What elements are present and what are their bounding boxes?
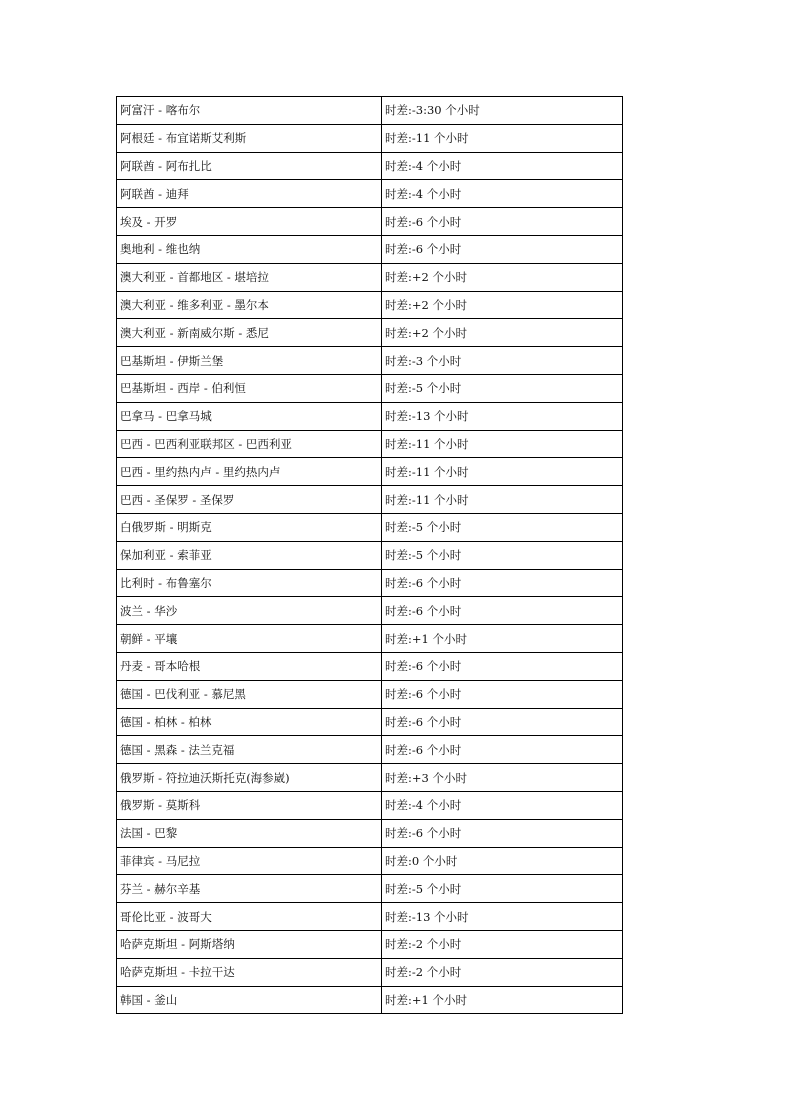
location-cell: 芬兰 - 赫尔辛基 — [117, 875, 382, 903]
time-difference-cell: 时差:-11 个小时 — [382, 458, 623, 486]
time-difference-cell: 时差:-11 个小时 — [382, 124, 623, 152]
location-cell: 白俄罗斯 - 明斯克 — [117, 513, 382, 541]
table-row — [117, 180, 623, 208]
table-row — [117, 291, 623, 319]
time-difference-cell: 时差:-5 个小时 — [382, 875, 623, 903]
table-row — [117, 680, 623, 708]
table-row — [117, 235, 623, 263]
location-cell: 德国 - 巴伐利亚 - 慕尼黑 — [117, 680, 382, 708]
table-row — [117, 847, 623, 875]
table-row — [117, 97, 623, 125]
time-difference-cell: 时差:-6 个小时 — [382, 235, 623, 263]
table-row — [117, 930, 623, 958]
table-row — [117, 986, 623, 1014]
time-difference-cell: 时差:+2 个小时 — [382, 263, 623, 291]
time-difference-cell: 时差:-4 个小时 — [382, 180, 623, 208]
time-difference-cell: 时差:+3 个小时 — [382, 764, 623, 792]
location-cell: 俄罗斯 - 符拉迪沃斯托克(海参崴) — [117, 764, 382, 792]
table-row — [117, 486, 623, 514]
table-row — [117, 347, 623, 375]
location-cell: 保加利亚 - 索菲亚 — [117, 541, 382, 569]
time-difference-cell: 时差:-6 个小时 — [382, 819, 623, 847]
table-row — [117, 652, 623, 680]
table-row — [117, 708, 623, 736]
location-cell: 哈萨克斯坦 - 阿斯塔纳 — [117, 930, 382, 958]
location-cell: 哥伦比亚 - 波哥大 — [117, 903, 382, 931]
table-row — [117, 208, 623, 236]
time-difference-cell: 时差:-5 个小时 — [382, 513, 623, 541]
time-difference-cell: 时差:-3:30 个小时 — [382, 97, 623, 125]
table-row — [117, 263, 623, 291]
time-difference-cell: 时差:-3 个小时 — [382, 347, 623, 375]
location-cell: 德国 - 黑森 - 法兰克福 — [117, 736, 382, 764]
table-row — [117, 513, 623, 541]
table-row — [117, 569, 623, 597]
location-cell: 巴拿马 - 巴拿马城 — [117, 402, 382, 430]
location-cell: 哈萨克斯坦 - 卡拉干达 — [117, 958, 382, 986]
location-cell: 丹麦 - 哥本哈根 — [117, 652, 382, 680]
table-row — [117, 903, 623, 931]
location-cell: 澳大利亚 - 维多利亚 - 墨尔本 — [117, 291, 382, 319]
location-cell: 朝鲜 - 平壤 — [117, 625, 382, 653]
location-cell: 法国 - 巴黎 — [117, 819, 382, 847]
timezone-table — [116, 96, 623, 1014]
table-row — [117, 764, 623, 792]
location-cell: 澳大利亚 - 首都地区 - 堪培拉 — [117, 263, 382, 291]
location-cell: 阿联酋 - 阿布扎比 — [117, 152, 382, 180]
time-difference-cell: 时差:-4 个小时 — [382, 791, 623, 819]
time-difference-cell: 时差:+1 个小时 — [382, 986, 623, 1014]
location-cell: 巴西 - 里约热内卢 - 里约热内卢 — [117, 458, 382, 486]
timezone-table-body — [117, 97, 623, 1014]
table-row — [117, 152, 623, 180]
location-cell: 阿富汗 - 喀布尔 — [117, 97, 382, 125]
time-difference-cell: 时差:+2 个小时 — [382, 291, 623, 319]
time-difference-cell: 时差:-5 个小时 — [382, 374, 623, 402]
location-cell: 奥地利 - 维也纳 — [117, 235, 382, 263]
time-difference-cell: 时差:-13 个小时 — [382, 903, 623, 931]
location-cell: 阿根廷 - 布宜诺斯艾利斯 — [117, 124, 382, 152]
time-difference-cell: 时差:-4 个小时 — [382, 152, 623, 180]
table-row — [117, 541, 623, 569]
table-row — [117, 374, 623, 402]
time-difference-cell: 时差:0 个小时 — [382, 847, 623, 875]
table-row — [117, 319, 623, 347]
location-cell: 波兰 - 华沙 — [117, 597, 382, 625]
table-row — [117, 124, 623, 152]
time-difference-cell: 时差:-2 个小时 — [382, 958, 623, 986]
location-cell: 澳大利亚 - 新南威尔斯 - 悉尼 — [117, 319, 382, 347]
location-cell: 韩国 - 釜山 — [117, 986, 382, 1014]
table-row — [117, 958, 623, 986]
time-difference-cell: 时差:-6 个小时 — [382, 652, 623, 680]
time-difference-cell: 时差:-6 个小时 — [382, 736, 623, 764]
location-cell: 比利时 - 布鲁塞尔 — [117, 569, 382, 597]
location-cell: 巴西 - 巴西利亚联邦区 - 巴西利亚 — [117, 430, 382, 458]
time-difference-cell: 时差:-6 个小时 — [382, 569, 623, 597]
time-difference-cell: 时差:-6 个小时 — [382, 208, 623, 236]
time-difference-cell: 时差:+2 个小时 — [382, 319, 623, 347]
table-row — [117, 736, 623, 764]
time-difference-cell: 时差:-6 个小时 — [382, 680, 623, 708]
time-difference-cell: 时差:-11 个小时 — [382, 486, 623, 514]
time-difference-cell: 时差:-11 个小时 — [382, 430, 623, 458]
time-difference-cell: 时差:-6 个小时 — [382, 708, 623, 736]
location-cell: 埃及 - 开罗 — [117, 208, 382, 236]
table-row — [117, 402, 623, 430]
table-row — [117, 819, 623, 847]
location-cell: 巴西 - 圣保罗 - 圣保罗 — [117, 486, 382, 514]
table-row — [117, 791, 623, 819]
table-row — [117, 458, 623, 486]
location-cell: 巴基斯坦 - 伊斯兰堡 — [117, 347, 382, 375]
time-difference-cell: 时差:-13 个小时 — [382, 402, 623, 430]
table-row — [117, 430, 623, 458]
location-cell: 阿联酋 - 迪拜 — [117, 180, 382, 208]
location-cell: 巴基斯坦 - 西岸 - 伯利恒 — [117, 374, 382, 402]
table-row — [117, 625, 623, 653]
time-difference-cell: 时差:+1 个小时 — [382, 625, 623, 653]
time-difference-cell: 时差:-6 个小时 — [382, 597, 623, 625]
time-difference-cell: 时差:-2 个小时 — [382, 930, 623, 958]
table-row — [117, 875, 623, 903]
location-cell: 俄罗斯 - 莫斯科 — [117, 791, 382, 819]
time-difference-cell: 时差:-5 个小时 — [382, 541, 623, 569]
location-cell: 德国 - 柏林 - 柏林 — [117, 708, 382, 736]
location-cell: 菲律宾 - 马尼拉 — [117, 847, 382, 875]
table-row — [117, 597, 623, 625]
